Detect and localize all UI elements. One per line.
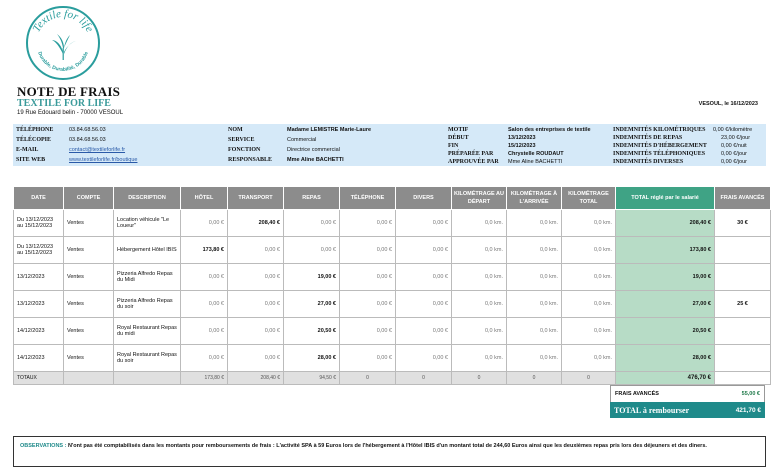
reimburse-row <box>610 402 765 418</box>
cell-hotel: 0,00 € <box>181 210 228 237</box>
cell-total: 28,00 € <box>616 345 715 372</box>
cell-compte: Ventes <box>64 291 114 318</box>
total-label: TOTAUX <box>14 372 64 385</box>
info-label: DÉBUT <box>448 135 469 141</box>
cell-km-depart: 0,0 km. <box>452 345 507 372</box>
cell-km-total: 0,0 km. <box>562 318 616 345</box>
name-value: Madame LEMISTRE Marie-Laure <box>287 127 372 133</box>
cell-repas: 27,00 € <box>284 291 340 318</box>
total-telephone: 0 <box>340 372 396 385</box>
expense-table <box>13 186 771 385</box>
info-label: SERVICE <box>228 137 255 143</box>
service-value: Commercial <box>287 137 317 143</box>
cell-avances <box>715 237 771 264</box>
website-link[interactable]: www.textileforlife.fr/boutique <box>69 157 138 163</box>
info-label: INDEMNITÉS D'HÉBERGEMENT <box>613 143 707 149</box>
cell-divers: 0,00 € <box>396 237 452 264</box>
cell-km-depart: 0,0 km. <box>452 264 507 291</box>
cell-transport: 0,00 € <box>228 345 284 372</box>
company-logo <box>24 4 102 82</box>
column-header: DIVERS <box>396 187 452 210</box>
column-header: KILOMÉTRAGE AU DÉPART <box>452 187 507 210</box>
meal-allowance-value: 23,00 €/jour <box>721 135 751 141</box>
total-empty-cell <box>715 372 771 385</box>
totals-row <box>14 372 771 385</box>
info-label: SITE WEB <box>16 157 46 163</box>
cell-repas: 20,50 € <box>284 318 340 345</box>
table-row <box>14 237 771 264</box>
total-empty-cell <box>114 372 181 385</box>
cell-total: 208,40 € <box>616 210 715 237</box>
advances-value: 55,00 € <box>741 391 760 397</box>
cell-km-total: 0,0 km. <box>562 210 616 237</box>
cell-hotel: 0,00 € <box>181 318 228 345</box>
cell-transport: 0,00 € <box>228 264 284 291</box>
cell-km-arrivee: 0,0 km. <box>507 237 562 264</box>
column-header: REPAS <box>284 187 340 210</box>
km-allowance-value: 0,00 €/kilomètre <box>713 127 753 133</box>
total-divers: 0 <box>396 372 452 385</box>
place-date: VESOUL, le 16/12/2023 <box>698 101 758 107</box>
cell-compte: Ventes <box>64 264 114 291</box>
reimburse-value: 421,70 € <box>735 406 761 414</box>
cell-divers: 0,00 € <box>396 291 452 318</box>
cell-date: 14/12/2023 <box>14 345 64 372</box>
cell-description: Pizzeria Alfredo Repas du Midi <box>114 264 181 291</box>
cell-total: 20,50 € <box>616 318 715 345</box>
observations-text: N'ont pas été comptabilisés dans les montants pour remboursements de frais : L'activité SPA à 59 Euros lors de l'hébergement à l'Hôtel IBIS d'un montant total de 244,60 Euros ainsi que les deuxièmes repas pris lors des déjeuners et des diners. <box>67 443 707 449</box>
cell-compte: Ventes <box>64 318 114 345</box>
cell-total: 27,00 € <box>616 291 715 318</box>
column-header: TOTAL réglé par le salarié <box>616 187 715 210</box>
svg-text:Textile for life: Textile for life <box>30 7 96 35</box>
column-header: FRAIS AVANCÉS <box>715 187 771 210</box>
info-label: FIN <box>448 143 459 149</box>
column-header: KILOMÉTRAGE TOTAL <box>562 187 616 210</box>
cell-telephone: 0,00 € <box>340 345 396 372</box>
cell-km-depart: 0,0 km. <box>452 318 507 345</box>
approved-by-value: Mme Aline BACHETTI <box>508 159 563 165</box>
cell-date: 13/12/2023 <box>14 291 64 318</box>
cell-km-arrivee: 0,0 km. <box>507 318 562 345</box>
start-value: 13/12/2023 <box>508 135 536 141</box>
cell-compte: Ventes <box>64 210 114 237</box>
cell-km-arrivee: 0,0 km. <box>507 345 562 372</box>
info-label: MOTIF <box>448 127 469 133</box>
column-header: DATE <box>14 187 64 210</box>
cell-hotel: 0,00 € <box>181 264 228 291</box>
total-km-depart: 0 <box>452 372 507 385</box>
table-header-row <box>14 187 771 210</box>
column-header: DESCRIPTION <box>114 187 181 210</box>
total-km-arrivee: 0 <box>507 372 562 385</box>
total-empty-cell <box>64 372 114 385</box>
info-label: E-MAIL <box>16 147 39 153</box>
reimburse-label: TOTAL à rembourser <box>614 405 690 415</box>
company-address: 19 Rue Edouard belin - 70000 VESOUL <box>17 110 124 116</box>
info-label: PRÉPARÉE PAR <box>448 151 494 157</box>
total-hotel: 173,80 € <box>181 372 228 385</box>
document-title: NOTE DE FRAIS <box>17 84 121 99</box>
table-row <box>14 345 771 372</box>
cell-description: Location véhicule "Le Loueur" <box>114 210 181 237</box>
cell-km-depart: 0,0 km. <box>452 210 507 237</box>
cell-km-total: 0,0 km. <box>562 264 616 291</box>
observations-label: OBSERVATIONS : <box>20 443 67 449</box>
cell-km-total: 0,0 km. <box>562 237 616 264</box>
cell-date: 14/12/2023 <box>14 318 64 345</box>
cell-divers: 0,00 € <box>396 318 452 345</box>
info-label: INDEMNITÉS DIVERSES <box>613 159 684 165</box>
info-label: FONCTION <box>228 147 261 153</box>
cell-divers: 0,00 € <box>396 345 452 372</box>
total-km-total: 0 <box>562 372 616 385</box>
prepared-by-value: Chrystelle ROUDAUT <box>508 151 564 157</box>
cell-telephone: 0,00 € <box>340 237 396 264</box>
advances-label: FRAIS AVANCÉS <box>615 391 659 397</box>
cell-km-arrivee: 0,0 km. <box>507 264 562 291</box>
cell-avances <box>715 318 771 345</box>
cell-transport: 0,00 € <box>228 291 284 318</box>
cell-telephone: 0,00 € <box>340 291 396 318</box>
cell-description: Hébergement Hôtel IBIS <box>114 237 181 264</box>
table-row <box>14 210 771 237</box>
column-header: HÔTEL <box>181 187 228 210</box>
phone-allowance-value: 0,00 €/jour <box>721 151 747 157</box>
cell-date: Du 13/12/2023 au 15/12/2023 <box>14 237 64 264</box>
cell-compte: Ventes <box>64 237 114 264</box>
cell-km-total: 0,0 km. <box>562 345 616 372</box>
info-label: TÉLÉCOPIE <box>16 137 52 143</box>
lodging-allowance-value: 0,00 €/nuit <box>721 143 747 149</box>
cell-repas: 0,00 € <box>284 210 340 237</box>
cell-description: Pizzeria Alfredo Repas du soir <box>114 291 181 318</box>
cell-repas: 0,00 € <box>284 237 340 264</box>
company-name: TEXTILE FOR LIFE <box>17 98 111 109</box>
info-label: TÉLÉPHONE <box>16 127 54 133</box>
cell-km-depart: 0,0 km. <box>452 291 507 318</box>
advances-row <box>610 385 765 402</box>
total-repas: 94,50 € <box>284 372 340 385</box>
total-transport: 208,40 € <box>228 372 284 385</box>
cell-telephone: 0,00 € <box>340 264 396 291</box>
cell-km-total: 0,0 km. <box>562 291 616 318</box>
info-label: INDEMNITÉS DE REPAS <box>613 135 683 141</box>
cell-transport: 0,00 € <box>228 237 284 264</box>
cell-avances <box>715 345 771 372</box>
column-header: TÉLÉPHONE <box>340 187 396 210</box>
function-value: Directrice commercial <box>287 147 340 153</box>
cell-avances: 25 € <box>715 291 771 318</box>
cell-total: 19,00 € <box>616 264 715 291</box>
cell-transport: 208,40 € <box>228 210 284 237</box>
cell-total: 173,80 € <box>616 237 715 264</box>
manager-value: Mme Aline BACHETTI <box>287 157 344 163</box>
cell-hotel: 173,80 € <box>181 237 228 264</box>
table-row <box>14 264 771 291</box>
cell-hotel: 0,00 € <box>181 291 228 318</box>
cell-repas: 19,00 € <box>284 264 340 291</box>
table-row <box>14 318 771 345</box>
phone-value: 03.84.68.56.03 <box>69 127 106 133</box>
end-value: 15/12/2023 <box>508 143 536 149</box>
info-label: INDEMNITÉS TÉLÉPHONIQUES <box>613 151 706 157</box>
cell-km-arrivee: 0,0 km. <box>507 291 562 318</box>
cell-telephone: 0,00 € <box>340 210 396 237</box>
cell-repas: 28,00 € <box>284 345 340 372</box>
info-label: INDEMNITÉS KILOMÉTRIQUES <box>613 127 706 133</box>
column-header: COMPTE <box>64 187 114 210</box>
cell-telephone: 0,00 € <box>340 318 396 345</box>
fax-value: 03.84.68.56.03 <box>69 137 106 143</box>
cell-compte: Ventes <box>64 345 114 372</box>
info-label: APPROUVÉE PAR <box>448 159 499 165</box>
cell-date: Du 13/12/2023 au 15/12/2023 <box>14 210 64 237</box>
cell-avances: 30 € <box>715 210 771 237</box>
cell-km-arrivee: 0,0 km. <box>507 210 562 237</box>
summary-box <box>610 385 765 418</box>
cell-divers: 0,00 € <box>396 210 452 237</box>
cell-divers: 0,00 € <box>396 264 452 291</box>
cell-description: Royal Restaurant Repas du midi <box>114 318 181 345</box>
svg-text:Durable, Durabilité, Durable: Durable, Durabilité, Durable <box>36 50 90 73</box>
info-label: NOM <box>228 127 243 133</box>
table-row <box>14 291 771 318</box>
misc-allowance-value: 0,00 €/jour <box>721 159 747 165</box>
total-total: 476,70 € <box>616 372 715 385</box>
cell-hotel: 0,00 € <box>181 345 228 372</box>
info-band <box>13 124 766 166</box>
info-label: RESPONSABLE <box>228 157 273 163</box>
email-link[interactable]: contact@textileforlife.fr <box>69 147 126 153</box>
column-header: KILOMÉTRAGE À L'ARRIVÉE <box>507 187 562 210</box>
cell-date: 13/12/2023 <box>14 264 64 291</box>
cell-description: Royal Restaurant Repas du soir <box>114 345 181 372</box>
cell-transport: 0,00 € <box>228 318 284 345</box>
cell-avances <box>715 264 771 291</box>
cell-km-depart: 0,0 km. <box>452 237 507 264</box>
column-header: TRANSPORT <box>228 187 284 210</box>
observations-box <box>13 436 766 467</box>
motif-value: Salon des entreprises de textile <box>508 127 591 133</box>
